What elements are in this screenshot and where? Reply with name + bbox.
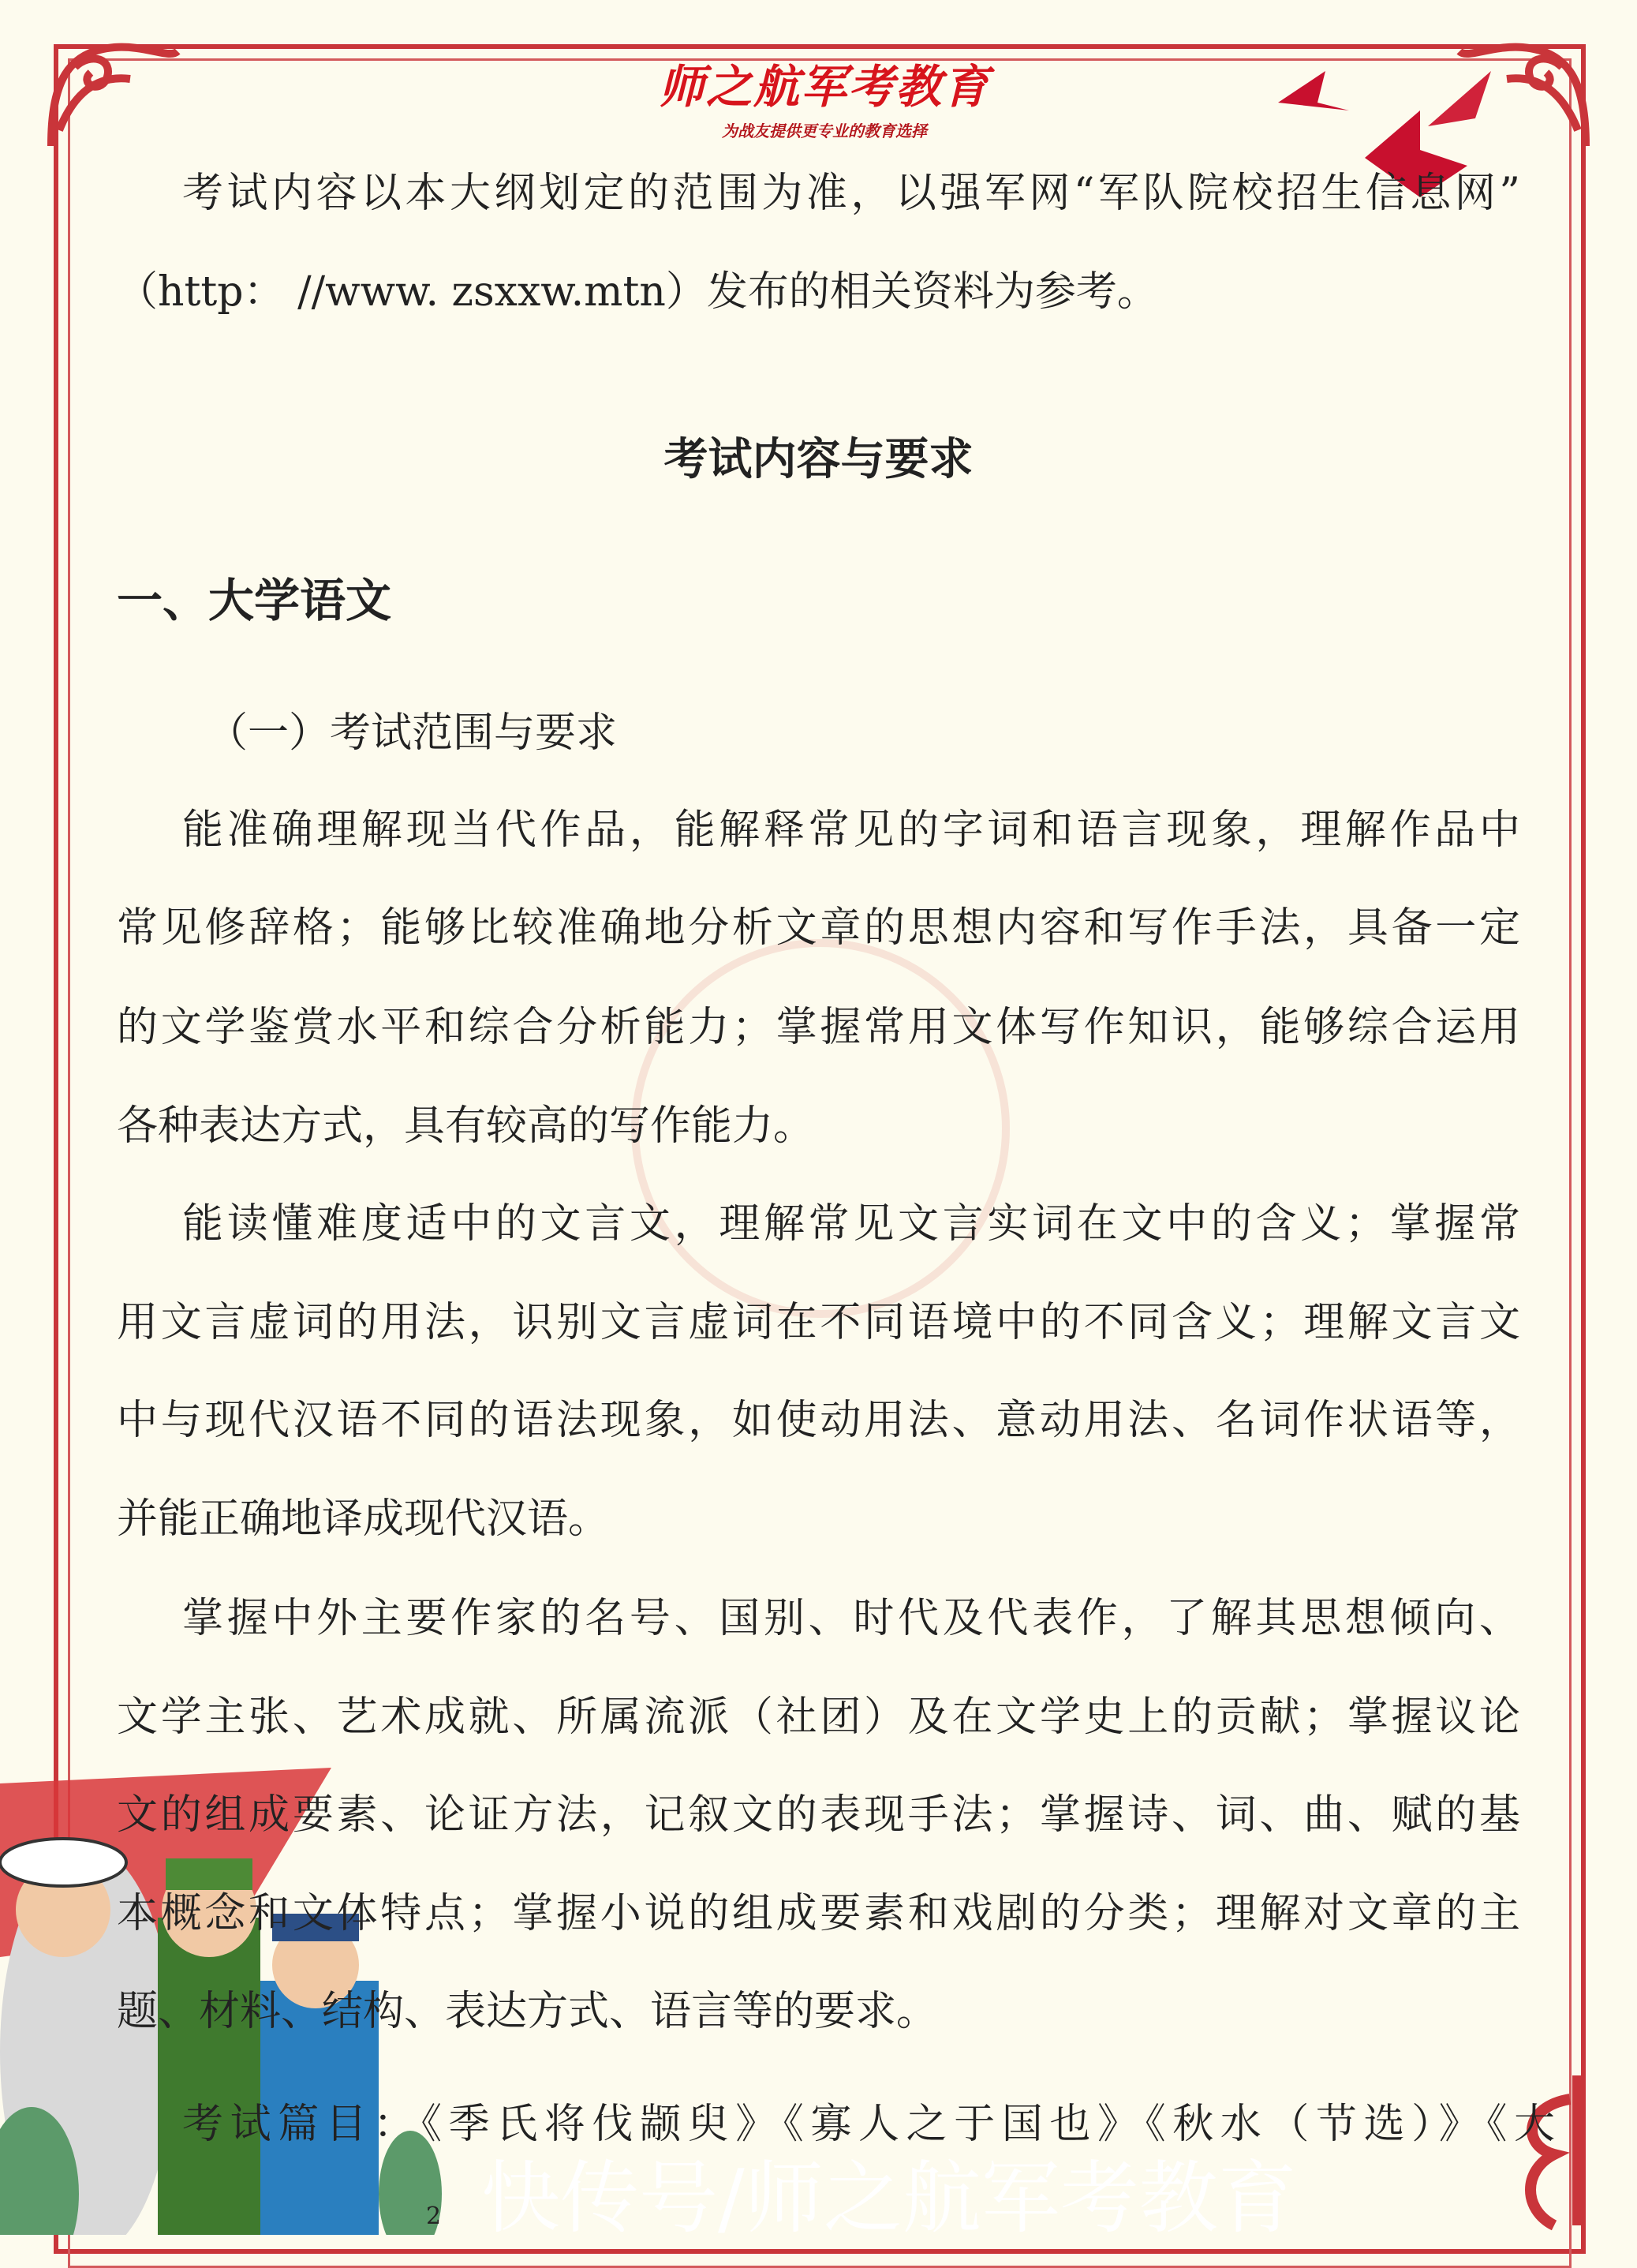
ornament-corner-bottom-right-icon [1499, 2068, 1586, 2235]
paragraph-line: 掌握中外主要作家的名号、国别、时代及代表作，了解其思想倾向、 [182, 1595, 1520, 1642]
page-title: 考试内容与要求 [663, 434, 974, 485]
paragraph-line: 文学主张、艺术成就、所属流派（社团）及在文学史上的贡献；掌握议论 [117, 1694, 1520, 1741]
paragraph-line: 用文言虚词的用法，识别文言虚词在不同语境中的不同含义；理解文言文 [117, 1299, 1520, 1346]
paragraph-line: 本概念和文体特点；掌握小说的组成要素和戏剧的分类；理解对文章的主 [117, 1890, 1520, 1937]
page-number: 2 [426, 2203, 442, 2230]
paragraph-line: 文的组成要素、论证方法，记叙文的表现手法；掌握诗、词、曲、赋的基 [117, 1791, 1520, 1839]
paragraph-line: 的文学鉴赏水平和综合分析能力；掌握常用文体写作知识，能够综合运用 [117, 1004, 1520, 1051]
exam-titles-line: 考试篇目：《季氏将伐颛臾》《寡人之于国也》《秋水（节选）》《大 [182, 2101, 1555, 2148]
ornament-corner-top-left-icon [43, 36, 185, 154]
subsection-heading: （一）考试范围与要求 [207, 709, 618, 757]
intro-line: （http： //www. zsxxw.mtn）发布的相关资料为参考。 [117, 268, 1158, 316]
paragraph-line: 能读懂难度适中的文言文，理解常见文言实词在文中的含义；掌握常 [182, 1200, 1520, 1248]
paragraph-line: 题、材料、结构、表达方式、语言等的要求。 [117, 1988, 938, 2035]
paragraph-line: 能准确理解现当代作品，能解释常见的字词和语言现象，理解作品中 [182, 807, 1520, 854]
paragraph-line: 常见修辞格；能够比较准确地分析文章的思想内容和写作手法，具备一定 [117, 904, 1520, 952]
paragraph-line: 并能正确地译成现代汉语。 [117, 1495, 610, 1543]
watermark-text: 快传号/师之航军考教育 [481, 2152, 1297, 2244]
section-heading: 一、大学语文 [117, 574, 392, 627]
logo-slogan: 为战友提供更专业的教育选择 [722, 122, 927, 140]
paragraph-line: 各种表达方式，具有较高的写作能力。 [117, 1102, 815, 1150]
logo-name: 师之航军考教育 [659, 60, 991, 114]
brand-logo [659, 55, 990, 141]
paragraph-line: 中与现代汉语不同的语法现象，如使动用法、意动用法、名词作状语等， [117, 1397, 1520, 1444]
intro-line: 考试内容以本大纲划定的范围为准，以强军网“军队院校招生信息网” [182, 170, 1520, 217]
